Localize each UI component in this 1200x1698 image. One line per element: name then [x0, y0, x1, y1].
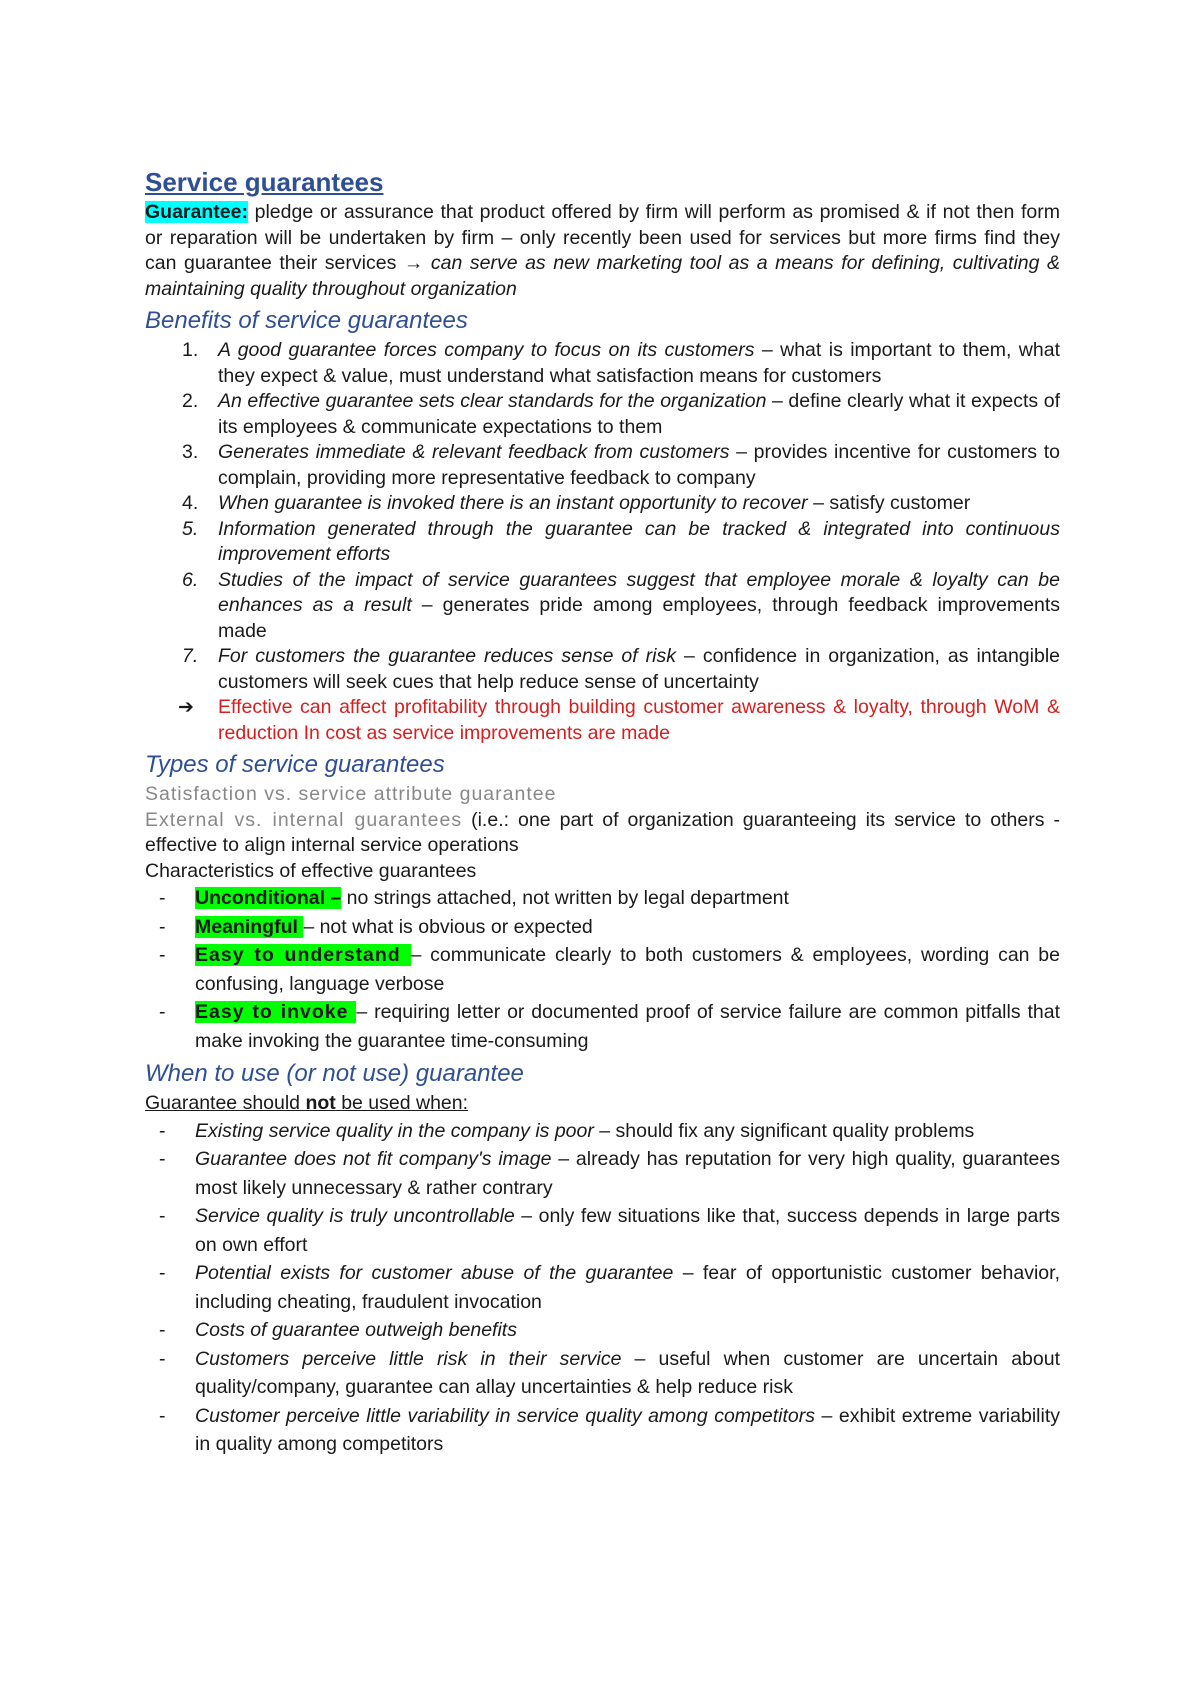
item-italic: Studies of the impact of service guarantees suggest that employee morale & loyalty can be enhances as a result [218, 568, 1060, 616]
list-number: 7. [182, 645, 199, 667]
list-number: 2. [182, 390, 199, 412]
list-number: 3. [182, 441, 199, 463]
characteristic-text: no strings attached, not written by legal department [341, 887, 789, 909]
item-text: – define clearly what it expects of its employees & communicate expectations to them [218, 390, 1060, 438]
dash-bullet: - [159, 1148, 166, 1170]
item-text: – exhibit extreme variability in quality among competitors [195, 1404, 1060, 1455]
item-italic: Service quality is truly uncontrollable [195, 1205, 515, 1227]
arrow-icon: ➔ [178, 697, 194, 718]
characteristic-term: Unconditional – [195, 887, 342, 909]
conclusion-item [145, 695, 1060, 746]
characteristic-term: Easy to invoke [195, 1001, 357, 1023]
types-line-satisfaction: Satisfaction vs. service attribute guarantee [145, 783, 557, 805]
item-italic: Guarantee does not fit company's image [195, 1148, 552, 1170]
list-item [145, 941, 1060, 998]
item-italic: Customer perceive little variability in service quality among competitors [195, 1404, 816, 1427]
item-italic: Potential exists for customer abuse of the guarantee [195, 1262, 674, 1284]
item-italic: Generates immediate & relevant feedback from customers [218, 441, 730, 463]
characteristics-list [145, 884, 1060, 1055]
dash-bullet: - [159, 1205, 166, 1227]
list-item [145, 1316, 1060, 1345]
list-item [145, 491, 1060, 517]
benefits-list [145, 338, 1060, 746]
characteristic-term: Meaningful [195, 915, 304, 938]
item-text: – confidence in organization, as intangible customers will seek cues that help reduce sense of uncertainty [218, 645, 1060, 693]
list-item [145, 389, 1060, 440]
guarantee-definition [145, 200, 1060, 302]
dash-bullet: - [159, 915, 166, 938]
item-text: – satisfy customer [807, 492, 971, 514]
arrow-icon: → [403, 252, 424, 274]
list-item [145, 1145, 1060, 1202]
characteristic-text: – requiring letter or documented proof of service failure are common pitfalls that make invoking the guarantee time-consuming [195, 1001, 1060, 1052]
guarantee-term: Guarantee: [145, 201, 248, 223]
types-line-external-text: (i.e.: one part of organization guaranteeing its service to others - effective to align internal service operations [145, 808, 1060, 856]
list-number: 5. [182, 517, 199, 540]
when-sub-bold: not [305, 1092, 336, 1114]
dash-bullet: - [159, 1404, 166, 1427]
list-item [145, 1202, 1060, 1259]
when-sub-after: be used when: [335, 1092, 469, 1114]
item-text: – should fix any significant quality problems [593, 1119, 975, 1142]
item-text: – generates pride among employees, through feedback improvements made [218, 594, 1061, 642]
item-italic: A good guarantee forces company to focus on its customers [218, 339, 755, 361]
item-italic: For customers the guarantee reduces sense of risk [218, 645, 677, 667]
when-subheading [145, 1091, 1060, 1117]
list-item [145, 1402, 1060, 1459]
list-item [145, 998, 1060, 1055]
list-item [145, 1117, 1060, 1146]
list-item [145, 884, 1060, 913]
dash-bullet: - [159, 1347, 166, 1370]
list-item [145, 1345, 1060, 1402]
characteristic-term: Easy to understand [195, 944, 411, 966]
list-item [145, 644, 1060, 695]
definition-italic: can serve as new marketing tool as a means for defining, cultivating & maintaining quality throughout organization [145, 252, 1060, 300]
item-text: – only few situations like that, success depends in large parts on own effort [195, 1205, 1060, 1256]
benefits-heading: Benefits of service guarantees [145, 307, 468, 334]
when-sub-before: Guarantee should [145, 1092, 306, 1114]
dash-bullet: - [159, 1319, 166, 1341]
list-number: 4. [182, 492, 199, 514]
page-title: Service guarantees [145, 167, 384, 197]
item-italic: Customers perceive little risk in their service [195, 1347, 622, 1370]
list-number: 6. [182, 568, 199, 591]
characteristic-text: – not what is obvious or expected [303, 915, 593, 938]
characteristics-label: Characteristics of effective guarantees [145, 859, 477, 882]
dash-bullet: - [159, 1119, 166, 1142]
item-text: – useful when customer are uncertain about quality/company, guarantee can allay uncertainties & help reduce risk [195, 1347, 1060, 1398]
definition-text: pledge or assurance that product offered by firm will perform as promised & if not then form or reparation will be undertaken by firm – only recently been used for services but more firms find they can guarantee their services [145, 201, 1060, 274]
item-italic: Existing service quality in the company is poor [195, 1119, 594, 1142]
conclusion-text: Effective can affect profitability through building customer awareness & loyalty, through WoM & reduction In cost as service improvements are made [218, 696, 1060, 744]
item-italic: Costs of guarantee outweigh benefits [195, 1319, 517, 1341]
dash-bullet: - [159, 887, 166, 909]
characteristic-text: – communicate clearly to both customers & employees, wording can be confusing, language verbose [195, 944, 1060, 995]
when-heading: When to use (or not use) guarantee [145, 1060, 524, 1087]
types-line-external-label: External vs. internal guarantees [145, 808, 463, 831]
item-text: – already has reputation for very high quality, guarantees most likely unnecessary & rather contrary [195, 1148, 1061, 1199]
dash-bullet: - [159, 1001, 166, 1023]
item-text: – what is important to them, what they expect & value, must understand what satisfaction means for customers [218, 339, 1060, 387]
types-line-external [145, 808, 1060, 859]
dash-bullet: - [159, 1262, 166, 1284]
list-item [145, 568, 1060, 645]
item-italic: An effective guarantee sets clear standards for the organization [218, 390, 767, 412]
when-list [145, 1117, 1060, 1459]
list-item [145, 1259, 1060, 1316]
list-item [145, 338, 1060, 389]
item-italic: Information generated through the guarantee can be tracked & integrated into continuous improvement efforts [218, 517, 1060, 565]
list-number: 1. [182, 339, 199, 361]
item-text: – provides incentive for customers to complain, providing more representative feedback to company [218, 441, 1060, 489]
list-item [145, 440, 1060, 491]
list-item [145, 517, 1060, 568]
item-italic: When guarantee is invoked there is an instant opportunity to recover [218, 492, 808, 514]
dash-bullet: - [159, 944, 166, 966]
types-heading: Types of service guarantees [145, 751, 445, 778]
list-item [145, 913, 1060, 942]
item-text: – fear of opportunistic customer behavior, including cheating, fraudulent invocation [195, 1262, 1060, 1313]
